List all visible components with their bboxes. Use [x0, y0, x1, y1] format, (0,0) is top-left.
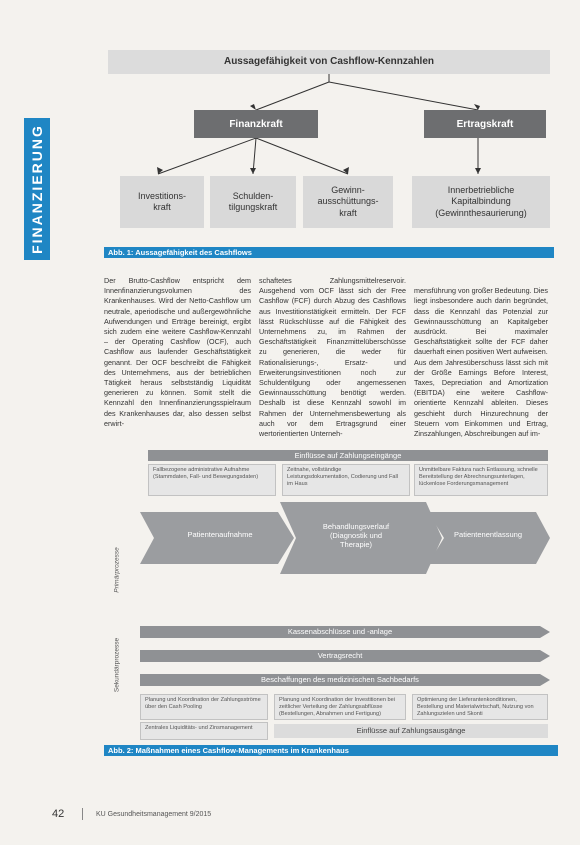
- body-column-2: [259, 276, 406, 439]
- body-column-3: [414, 276, 548, 449]
- fig2-bottom-bar: Einflüsse auf Zahlungsausgänge: [274, 724, 548, 738]
- fig2-bottom-box-1: Planung und Koordination der Zahlungsströme über den Cash Pooling: [140, 694, 268, 720]
- fig1-finanzkraft: Finanzkraft: [194, 110, 318, 138]
- fig2-bar-2: Vertragsrecht: [317, 651, 363, 660]
- fig2-bar-3: Beschaffungen des medizinischen Sachbedarfs: [261, 675, 419, 684]
- fig2-bar-1: Kassenabschlüsse und -anlage: [287, 627, 393, 636]
- fig1-gewinnausschuettungskraft: Gewinn- ausschüttungs- kraft: [303, 176, 393, 228]
- section-tab: [24, 118, 50, 260]
- body-column-1: [104, 276, 251, 429]
- fig1-innerbetriebliche-kapitalbindung: Innerbetriebliche Kapitalbindung (Gewinnthesaurierung): [412, 176, 550, 228]
- fig1-investitionskraft: Investitions- kraft: [120, 176, 204, 228]
- fig2-axis-primary: Primärprozesse: [113, 547, 121, 593]
- body-text-col2: schaftetes Zahlungsmittelreservoir. Ausgehend vom OCF lässt sich der Free Cashflow (FCF) durch Abzug des Cashflows aus Investitionstätigkeit ermitteln. Der FCF lässt Rückschlüsse auf die Fähigkeit des Unternehmens zu, im Rahmen der Geschäftstätigkeit Finanzmittelüberschüsse zu generieren, die weder für Rationalisierungs-, Ersatz- und Erweiterungsinvestitionen noch zur Schuldentilgung oder angemessenen Gewinnausschüttung benötigt werden. Deshalb ist diese Kennzahl sowohl im Rahmen der Unternehmensbewertung als auch vor dem Ertragsgrund einer wertorientierten Unterneh-: [259, 276, 406, 439]
- fig2-top-bar: Einflüsse auf Zahlungseingänge: [148, 450, 548, 461]
- body-text-col1: Der Brutto-Cashflow entspricht dem Innenfinanzierungsvolumen des Krankenhauses. Wird der Netto-Cashflow um neutrale, aperiodische und außergewöhnliche Aufwendungen und Erträge bereinigt, ergibt sich zudem eine weitere Cashflow-Kennzahl – der Operating Cashflow (OCF), auch Cashflow aus laufender Geschäftstätigkeit genannt. Der OCF beschreibt die Fähigkeit des Unternehmens, aus der betrieblichen Tätigkeit heraus selbstständig Liquidität generieren zu können. Somit stellt die Kennzahl den Innenfinanzierungsspielraum des Krankenhauses dar, also dessen selbst erwirt-: [104, 276, 251, 428]
- fig2-bottom-box-2: Planung und Koordination der Investitionen bei zeitlicher Verteilung der Zahlungsabflüsse (Bestellungen, Abnahmen und Fertigung): [274, 694, 406, 720]
- section-tab-label: FINANZIERUNG: [29, 124, 45, 254]
- fig1-caption: Abb. 1: Aussagefähigkeit des Cashflows: [104, 247, 554, 258]
- fig2-step-2: Behandlungsverlauf (Diagnostik und Therapie): [322, 522, 390, 549]
- body-text-col3: mensführung von großer Bedeutung. Dies liegt insbesondere auch darin begründet, dass die Kennzahl das Potenzial zur Gewinnausschüttung an Kapitalgeber ausdrückt. Bei maximaler Geschäftstätigkeit sollte der FCF daher dauerhaft einen positiven Wert aufweisen. Aus dem Jahresüberschuss lässt sich mit der Größe Earnings Before Interest, Taxes, Depreciation and Amortization (EBITDA) eine weitere Cashflow-orientierte Kennzahl ableiten. Dieses geschieht durch Hinzurechnung der Steuern vom Einkommen und Ertrag, Zinszahlungen, Abschreibungen auf im-: [414, 286, 548, 439]
- fig1-title: Aussagefähigkeit von Cashflow-Kennzahlen: [108, 50, 550, 74]
- fig2-axis-secondary: Sekundärprozesse: [113, 637, 121, 693]
- fig2-bottom-box-3: Optimierung der Lieferantenkonditionen, Bestellung und Materialwirtschaft, Nutzung von Zahlungszielen und Skonti: [412, 694, 548, 720]
- fig2-axis-labels: [110, 530, 124, 700]
- fig2-diagram: [108, 450, 550, 742]
- fig2-step-3: Patientenentlassung: [454, 530, 522, 539]
- fig2-top-box-2: Zeitnahe, vollständige Leistungsdokumentation, Codierung und Fall im Haus: [282, 464, 410, 496]
- footer-divider: [82, 808, 83, 820]
- fig2-top-box-3: Unmittelbare Faktura nach Entlassung, schnelle Bereitstellung der Abrechnungsunterlagen, lückenlose Forderungsmanagement: [414, 464, 548, 496]
- footer-publication: KU Gesundheitsmanagement 9/2015: [96, 811, 212, 818]
- fig2-bottom-box-4: Zentrales Liquiditäts- und Zinsmanagement: [140, 722, 268, 740]
- fig1-schuldentilgungskraft: Schulden- tilgungskraft: [210, 176, 296, 228]
- fig2-step-1: Patientenaufnahme: [187, 530, 253, 539]
- fig2-top-box-1: Fallbezogene administrative Aufnahme (Stammdaten, Fall- und Bewegungsdaten): [148, 464, 276, 496]
- fig2-caption: Abb. 2: Maßnahmen eines Cashflow-Managements im Krankenhaus: [104, 745, 558, 756]
- page-number: 42: [52, 808, 65, 820]
- fig1-ertragskraft: Ertragskraft: [424, 110, 546, 138]
